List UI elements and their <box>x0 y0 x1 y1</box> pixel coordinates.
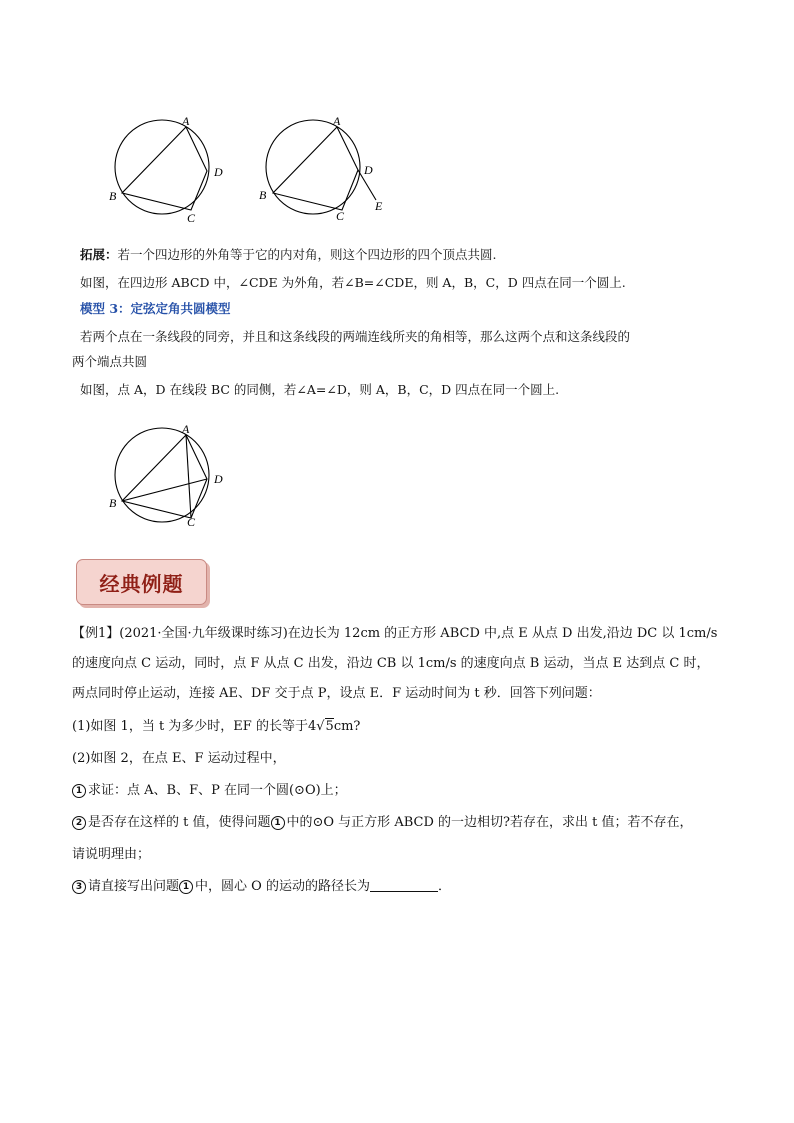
example1-line1: 【例1】(2021·全国·九年级课时练习)在边长为 12cm 的正方形 ABCD 中,点 E 从点 D 出发,沿边 DC 以 1cm/s <box>72 626 718 641</box>
example1-line2: 的速度向点 C 运动，同时，点 F 从点 C 出发，沿边 CB 以 1cm/s 的速度向点 B 运动，当点 E 达到点 C 时， <box>72 656 710 671</box>
segment-ac <box>186 435 191 518</box>
model3-example: 如图，点 A，D 在线段 BC 的同侧，若∠A=∠D，则 A，B，C，D 四点在同一个圆上. <box>80 382 560 397</box>
answer-blank[interactable] <box>370 878 438 892</box>
label-b: B <box>109 189 117 203</box>
q1-unit: cm? <box>333 719 361 734</box>
question-1 <box>72 718 360 735</box>
label-d: D <box>214 472 223 486</box>
figure-exterior-angle <box>250 110 400 223</box>
q2-3-text-b: 中，圆心 O 的运动的路径长为 <box>195 879 370 894</box>
label-a: A <box>182 422 190 436</box>
circled-number-1-ref: 1 <box>179 880 193 894</box>
quadrilateral-abcd <box>122 127 207 210</box>
label-c: C <box>336 209 345 223</box>
section-badge <box>76 559 207 605</box>
question-2-2-line2: 请说明理由； <box>72 847 151 862</box>
question-2-2 <box>72 814 692 831</box>
q1-sqrt-expression: 4√5 <box>307 719 334 734</box>
example1-line3: 两点同时停止运动，连接 AE、DF 交于点 P，设点 E．F 运动时间为 t 秒．回答下列问题： <box>72 686 601 701</box>
model3-text-line2: 两个端点共圆 <box>72 354 148 369</box>
model3-title: 模型 3：定弦定角共圆模型 <box>80 301 231 316</box>
q1-coefficient: 4 <box>307 719 317 734</box>
q1-text: (1)如图 1，当 t 为多少时，EF 的长等于 <box>72 719 308 734</box>
quadrilateral-abcd <box>273 127 358 210</box>
label-d: D <box>364 163 373 177</box>
circled-number-1: 1 <box>72 784 86 798</box>
question-2: (2)如图 2，在点 E、F 运动过程中， <box>72 751 286 766</box>
figure-equal-angles <box>100 418 240 533</box>
label-c: C <box>187 515 196 529</box>
label-d: D <box>214 165 223 179</box>
circled-number-3: 3 <box>72 880 86 894</box>
figure-cyclic-quadrilateral <box>100 110 240 225</box>
question-2-1 <box>72 782 347 799</box>
question-2-3 <box>72 878 451 895</box>
extension-label: 拓展： <box>80 247 118 262</box>
circled-number-1-ref: 1 <box>271 816 285 830</box>
circled-number-2: 2 <box>72 816 86 830</box>
label-b: B <box>259 188 267 202</box>
section-badge-label: 经典例题 <box>99 571 184 596</box>
quadrilateral-abcd <box>122 435 207 518</box>
model3-text-line1: 若两个点在一条线段的同旁，并且和这条线段的两端连线所夹的角相等，那么这两个点和这条线段的 <box>80 329 631 344</box>
segment-bd <box>122 479 207 501</box>
q1-radicand: 5 <box>325 719 334 734</box>
extension-statement <box>80 247 497 263</box>
extension-text: 若一个四边形的外角等于它的内对角，则这个四边形的四个顶点共圆. <box>117 247 497 262</box>
label-c: C <box>187 211 196 225</box>
extension-example: 如图，在四边形 ABCD 中，∠CDE 为外角，若∠B=∠CDE，则 A，B，C，D 四点在同一个圆上. <box>80 275 626 290</box>
q2-2-text-a: 是否存在这样的 t 值，使得问题 <box>88 815 271 830</box>
q2-1-text: 求证：点 A、B、F、P 在同一个圆(⊙O)上； <box>88 783 347 798</box>
q2-2-text-b: 中的⊙O 与正方形 ABCD 的一边相切?若存在，求出 t 值；若不存在， <box>286 815 693 830</box>
label-a: A <box>182 114 190 128</box>
period: ． <box>437 879 451 894</box>
label-e: E <box>375 199 383 213</box>
label-b: B <box>109 496 117 510</box>
label-a: A <box>333 114 341 128</box>
q2-3-text-a: 请直接写出问题 <box>88 879 180 894</box>
